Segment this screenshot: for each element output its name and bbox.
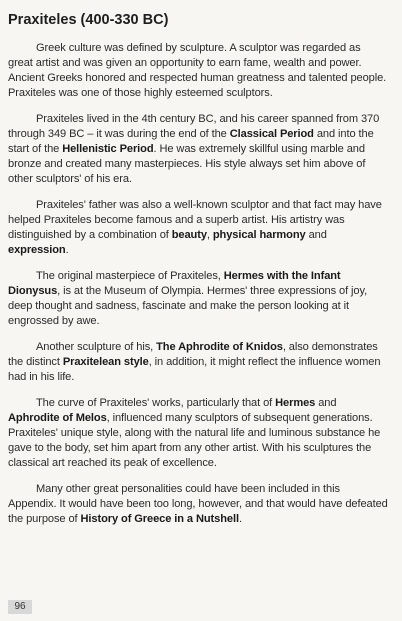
paragraph-5-text-2: , also demonstrates the distinct [8,341,378,368]
paragraph-5-text-3: , in addition, it might reflect the influence women had in his life. [8,356,381,383]
paragraph-2-text-2: and into the start of the [8,128,374,155]
physical-harmony-term: physical harmony [212,229,306,241]
paragraph-2 [8,112,388,187]
hellenistic-period-term: Hellenistic Period [62,143,154,155]
paragraph-6-text-2: and [315,397,337,409]
praxitelean-style-term: Praxitelean style [62,356,149,368]
classical-period-term: Classical Period [229,128,314,140]
paragraph-6-text-1: The curve of Praxiteles' works, particularly that of [36,397,276,409]
paragraph-3 [8,198,388,258]
paragraph-4-text-2: , is at the Museum of Olympia. Hermes' three expressions of joy, deep thought and sadness, fascinate and make the person looking at it engrossed by awe. [8,285,368,327]
paragraph-3-text-2: , [206,229,213,241]
history-greece-nutshell-term: History of Greece in a Nutshell [80,513,239,525]
paragraph-1 [8,41,388,101]
page-number: 96 [8,600,32,614]
paragraph-6 [8,396,388,471]
beauty-term: beauty [171,229,207,241]
hermes-term: Hermes [275,397,316,409]
paragraph-5 [8,340,388,385]
paragraph-1-text-1: Greek culture was defined by sculpture. A sculptor was regarded as great artist and was given an opportunity to earn fame, wealth and power. Ancient Greeks honored and respected human greatness and talented people. Praxiteles was one of those highly esteemed sculptors. [8,42,387,99]
hermes-infant-dionysus-term: Hermes with the Infant Dionysus [8,270,341,297]
paragraph-5-text-1: Another sculpture of his, [36,341,157,353]
paragraph-7 [8,482,388,527]
page-title: Praxiteles (400-330 BC) [8,12,169,28]
aphrodite-melos-term: Aphrodite of Melos [8,412,107,424]
paragraph-2-text-3: . He was extremely skillful using marble and bronze and created many masterpieces. His style always set him above of other sculptors' of his era. [8,143,366,185]
paragraph-3-text-1: Praxiteles' father was also a well-known sculptor and that fact may have helped Praxiteles become famous and a superb artist. His artistry was distinguished by a combination of [8,199,382,241]
paragraph-4-text-1: The original masterpiece of Praxiteles, [36,270,224,282]
paragraph-7-text-1: Many other great personalities could have been included in this Appendix. It would have been too long, however, and that would have defeated the purpose of [8,483,388,525]
paragraph-3-text-3: and [305,229,327,241]
paragraph-3-text-4: . [65,244,69,256]
expression-term: expression [8,244,66,256]
page-content [8,12,388,538]
paragraph-2-text-1: Praxiteles lived in the 4th century BC, and his career spanned from 370 through 349 BC – it was during the end of the [8,113,380,140]
aphrodite-knidos-term: The Aphrodite of Knidos [156,341,283,353]
paragraph-7-text-2: . [238,513,242,525]
paragraph-6-text-3: , influenced many sculptors of subsequent generations. Praxiteles' unique style, along with the natural life and luminous substance he gave to the body, set him apart from any other artist. With his sculptures the classical art reached its peak of excellence. [8,412,381,469]
paragraph-4 [8,269,388,329]
